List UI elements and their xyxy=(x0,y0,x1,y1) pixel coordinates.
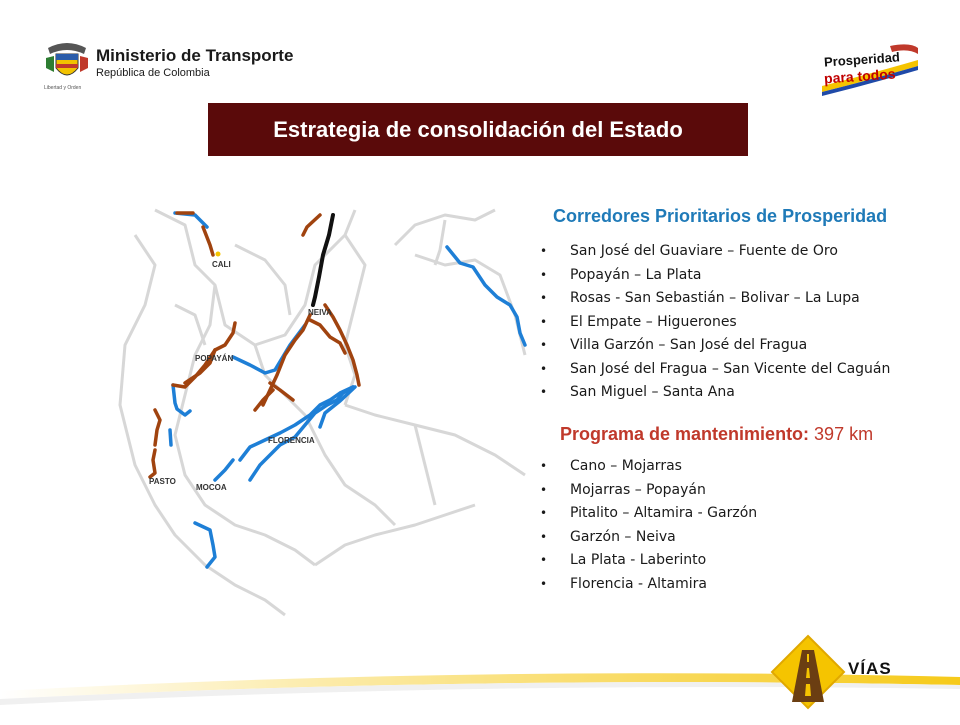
bullet-icon: • xyxy=(540,576,548,591)
vias-label: VÍAS xyxy=(848,659,892,678)
list-item xyxy=(536,264,890,288)
list-item-label: La Plata - Laberinto xyxy=(570,552,707,568)
list-item xyxy=(536,287,890,311)
bullet-icon: • xyxy=(540,267,548,282)
programa-list xyxy=(536,455,757,596)
list-item-label: Cano – Mojarras xyxy=(570,458,682,474)
list-item xyxy=(536,502,757,526)
ministry-title: Ministerio de Transporte xyxy=(96,46,294,65)
bullet-icon: • xyxy=(540,361,548,376)
ministry-subtitle: República de Colombia xyxy=(96,67,210,79)
programa-heading-label: Programa de mantenimiento: xyxy=(560,424,810,444)
list-item xyxy=(536,358,890,382)
list-item xyxy=(536,311,890,335)
colombia-coat-of-arms-icon xyxy=(44,38,90,89)
map-label-neiva: NEIVA xyxy=(308,308,332,317)
bullet-icon: • xyxy=(540,553,548,567)
map-label-mocoa: MOCOA xyxy=(196,483,227,492)
bullet-icon: • xyxy=(540,314,548,329)
list-item xyxy=(536,479,757,503)
programa-km: 397 km xyxy=(809,424,874,444)
shield-motto: Libertad y Orden xyxy=(44,85,82,91)
list-item xyxy=(536,526,757,550)
list-item-label: El Empate – Higuerones xyxy=(570,313,737,330)
bullet-icon: • xyxy=(540,338,548,352)
list-item-label: Popayán – La Plata xyxy=(570,266,702,283)
list-item-label: San José del Guaviare – Fuente de Oro xyxy=(570,243,838,259)
prosperidad-line1: Prosperidad xyxy=(823,49,901,70)
corredores-list xyxy=(536,240,890,405)
map-label-florencia: FLORENCIA xyxy=(268,436,315,445)
list-item-label: Mojarras – Popayán xyxy=(570,481,706,498)
programa-heading xyxy=(560,424,873,445)
list-item xyxy=(536,240,890,264)
list-item xyxy=(536,334,890,358)
map-label-pasto: PASTO xyxy=(149,477,176,486)
vias-road-sign-icon xyxy=(768,632,848,712)
corredores-heading: Corredores Prioritarios de Prosperidad xyxy=(553,206,888,226)
title-bar xyxy=(208,103,748,156)
map-label-popayan: POPAYÁN xyxy=(195,354,234,363)
list-item-label: Rosas - San Sebastián – Bolivar – La Lupa xyxy=(570,290,860,306)
list-item xyxy=(536,573,757,597)
list-item-label: Pitalito – Altamira - Garzón xyxy=(570,505,758,521)
road-map xyxy=(115,205,530,620)
list-item xyxy=(536,381,890,405)
page-title: Estrategia de consolidación del Estado xyxy=(273,116,683,142)
list-item-label: Villa Garzón – San José del Fragua xyxy=(570,337,808,353)
list-item xyxy=(536,549,757,573)
list-item xyxy=(536,455,757,479)
list-item-label: San José del Fragua – San Vicente del Caguán xyxy=(570,360,891,377)
bullet-icon: • xyxy=(540,506,548,520)
map-label-cali: CALI xyxy=(212,260,231,269)
bullet-icon: • xyxy=(540,291,548,305)
bullet-icon: • xyxy=(540,482,548,497)
bullet-icon: • xyxy=(540,529,548,544)
bullet-icon: • xyxy=(540,385,548,399)
prosperidad-line2: para todos xyxy=(823,65,897,87)
list-item-label: San Miguel – Santa Ana xyxy=(570,384,735,400)
bullet-icon: • xyxy=(540,459,548,473)
bullet-icon: • xyxy=(540,244,548,258)
list-item-label: Garzón – Neiva xyxy=(570,528,676,545)
list-item-label: Florencia - Altamira xyxy=(570,575,707,592)
